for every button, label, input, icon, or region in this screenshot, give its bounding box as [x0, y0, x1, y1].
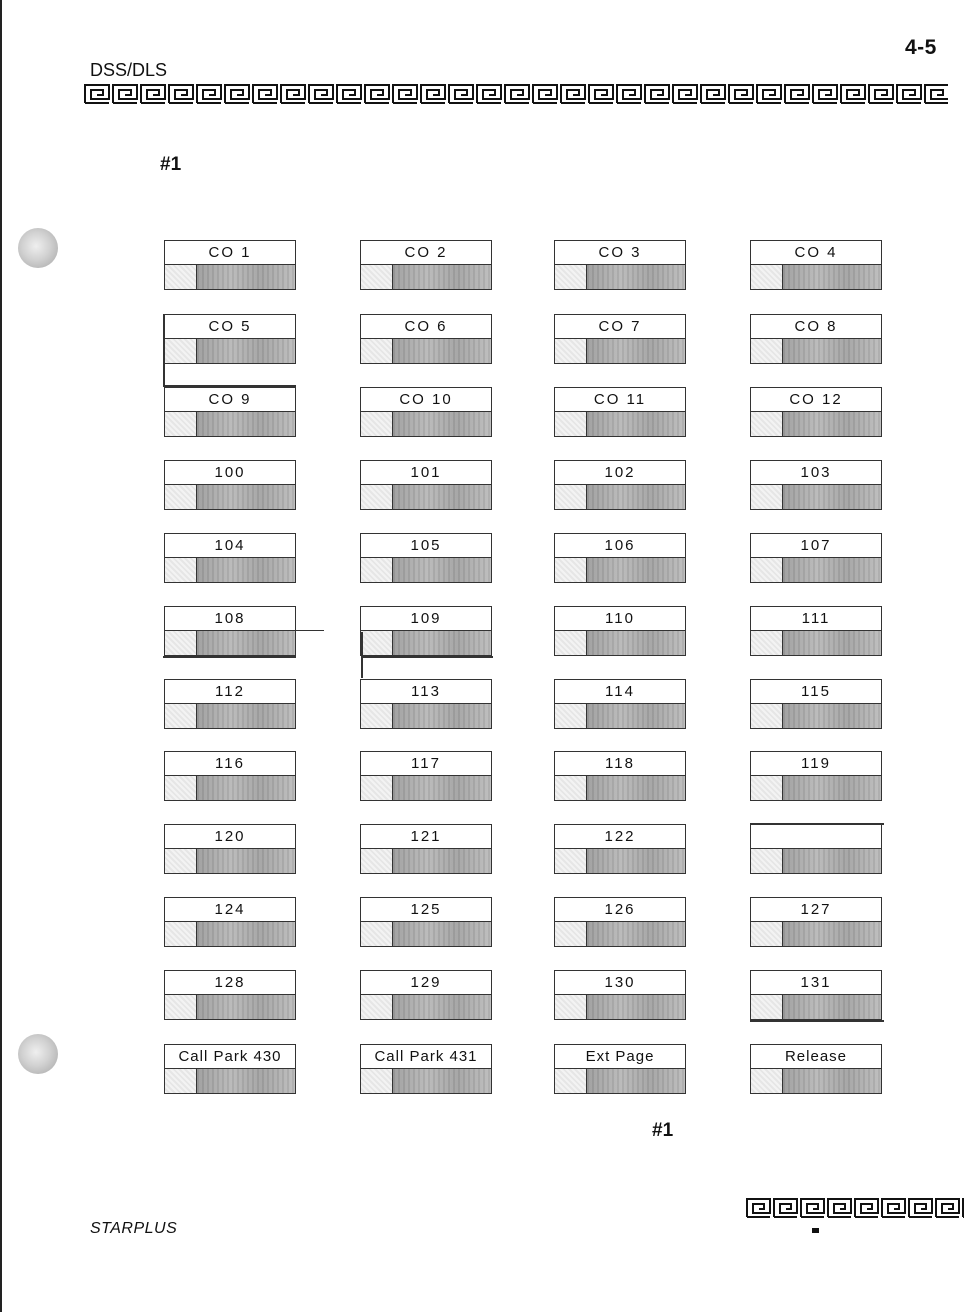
key-lamp-indicator [361, 776, 393, 800]
binder-hole-bottom [18, 1034, 58, 1074]
key-lamp-indicator [555, 995, 587, 1019]
key-press-area[interactable] [783, 995, 881, 1019]
key-lamp-indicator [751, 1069, 783, 1093]
key-lamp-indicator [165, 631, 197, 655]
dss-key[interactable] [164, 606, 296, 656]
dss-key[interactable] [554, 897, 686, 947]
key-press-area[interactable] [393, 849, 491, 873]
key-lamp-indicator [751, 485, 783, 509]
key-press-area[interactable] [393, 485, 491, 509]
key-press-area[interactable] [197, 776, 295, 800]
key-lamp-indicator [751, 776, 783, 800]
dss-key[interactable] [750, 387, 882, 437]
dss-key[interactable] [750, 897, 882, 947]
bracket-line [163, 656, 296, 658]
key-lamp-indicator [751, 558, 783, 582]
key-lamp-indicator [555, 1069, 587, 1093]
dss-key-label: 104 [165, 534, 295, 558]
key-lamp-indicator [751, 339, 783, 363]
key-lamp-indicator [165, 558, 197, 582]
key-lamp-indicator [361, 412, 393, 436]
key-press-area[interactable] [393, 265, 491, 289]
dss-key[interactable] [554, 533, 686, 583]
figure-label-top: #1 [160, 154, 182, 175]
key-press-area[interactable] [783, 558, 881, 582]
dss-key-label: 115 [751, 680, 881, 704]
dss-key-label: CO 3 [555, 241, 685, 265]
key-lamp-indicator [751, 995, 783, 1019]
dss-key-label: CO 4 [751, 241, 881, 265]
key-lamp-indicator [555, 631, 587, 655]
dss-key[interactable] [750, 679, 882, 729]
key-press-area[interactable] [783, 776, 881, 800]
dss-key-label: 106 [555, 534, 685, 558]
key-press-area[interactable] [783, 704, 881, 728]
dss-key-label: 118 [555, 752, 685, 776]
dss-key[interactable] [554, 387, 686, 437]
dss-key[interactable] [750, 970, 882, 1020]
dss-key-label: 120 [165, 825, 295, 849]
bracket-line [163, 385, 296, 387]
dss-key[interactable] [554, 970, 686, 1020]
dss-key-label: CO 7 [555, 315, 685, 339]
dss-key[interactable] [360, 533, 492, 583]
dss-key[interactable] [750, 460, 882, 510]
key-lamp-indicator [165, 849, 197, 873]
dss-key[interactable] [164, 751, 296, 801]
dss-key[interactable] [164, 314, 296, 364]
dss-key[interactable] [360, 387, 492, 437]
dss-key-label: 111 [751, 607, 881, 631]
bracket-line [361, 656, 493, 658]
dss-key-label: CO 8 [751, 315, 881, 339]
key-press-area[interactable] [783, 631, 881, 655]
key-lamp-indicator [361, 485, 393, 509]
dss-key[interactable] [360, 824, 492, 874]
key-press-area[interactable] [393, 631, 491, 655]
key-press-area[interactable] [393, 558, 491, 582]
dss-key-label: CO 5 [165, 315, 295, 339]
dss-key[interactable] [164, 387, 296, 437]
key-press-area[interactable] [783, 265, 881, 289]
dss-key-label: 119 [751, 752, 881, 776]
dss-key-label: CO 6 [361, 315, 491, 339]
key-press-area[interactable] [783, 485, 881, 509]
dss-key[interactable] [750, 751, 882, 801]
bracket-line [296, 630, 324, 631]
dss-key-label: 125 [361, 898, 491, 922]
key-lamp-indicator [555, 704, 587, 728]
dss-key-label: 114 [555, 680, 685, 704]
key-press-area[interactable] [197, 704, 295, 728]
dss-key-label: 107 [751, 534, 881, 558]
dss-key-label: 103 [751, 461, 881, 485]
key-press-area[interactable] [783, 339, 881, 363]
key-lamp-indicator [751, 849, 783, 873]
dss-key-label: 129 [361, 971, 491, 995]
dss-key-label: CO 2 [361, 241, 491, 265]
key-lamp-indicator [555, 922, 587, 946]
dss-key[interactable] [554, 824, 686, 874]
key-press-area[interactable] [587, 995, 685, 1019]
greek-key-border-footer [746, 1198, 964, 1218]
key-press-area[interactable] [197, 558, 295, 582]
dss-key-label: 109 [361, 607, 491, 631]
key-press-area[interactable] [587, 412, 685, 436]
dss-key-label: 117 [361, 752, 491, 776]
dss-key-label: 130 [555, 971, 685, 995]
key-lamp-indicator [361, 265, 393, 289]
dss-key[interactable] [750, 314, 882, 364]
key-press-area[interactable] [393, 922, 491, 946]
key-lamp-indicator [751, 412, 783, 436]
key-lamp-indicator [165, 265, 197, 289]
bracket-line [163, 314, 165, 386]
dss-key[interactable] [360, 240, 492, 290]
dss-key-label: 116 [165, 752, 295, 776]
footer-brand: STARPLUS [90, 1220, 178, 1237]
dss-key[interactable] [360, 460, 492, 510]
key-press-area[interactable] [197, 485, 295, 509]
dss-key[interactable] [360, 970, 492, 1020]
dss-key-label: 126 [555, 898, 685, 922]
dss-key[interactable] [164, 460, 296, 510]
dss-key-label: CO 11 [555, 388, 685, 412]
dss-key-label: 113 [361, 680, 491, 704]
key-lamp-indicator [165, 995, 197, 1019]
key-lamp-indicator [361, 704, 393, 728]
footer-dash [812, 1228, 819, 1233]
key-lamp-indicator [555, 849, 587, 873]
dss-key-label: 105 [361, 534, 491, 558]
key-press-area[interactable] [197, 631, 295, 655]
dss-key-label: Call Park 431 [361, 1045, 491, 1069]
key-press-area[interactable] [587, 485, 685, 509]
dss-key[interactable] [360, 897, 492, 947]
dss-key[interactable] [360, 606, 492, 656]
key-press-area[interactable] [393, 995, 491, 1019]
key-lamp-indicator [555, 412, 587, 436]
key-press-area[interactable] [393, 1069, 491, 1093]
dss-key-label: CO 10 [361, 388, 491, 412]
key-press-area[interactable] [587, 922, 685, 946]
dss-key[interactable] [164, 240, 296, 290]
key-press-area[interactable] [587, 704, 685, 728]
dss-key[interactable] [554, 751, 686, 801]
dss-key-label: 101 [361, 461, 491, 485]
key-lamp-indicator [361, 1069, 393, 1093]
key-lamp-indicator [165, 776, 197, 800]
key-lamp-indicator [751, 922, 783, 946]
dss-key-label: 124 [165, 898, 295, 922]
key-lamp-indicator [555, 339, 587, 363]
key-press-area[interactable] [393, 704, 491, 728]
dss-key[interactable] [360, 751, 492, 801]
dss-key-label: 121 [361, 825, 491, 849]
dss-key[interactable] [164, 897, 296, 947]
dss-key[interactable] [164, 533, 296, 583]
bracket-line [750, 1020, 884, 1022]
dss-key[interactable] [750, 606, 882, 656]
bracket-line [361, 632, 363, 678]
page-left-rule [0, 0, 2, 1312]
section-title: DSS/DLS [90, 60, 168, 80]
key-press-area[interactable] [587, 1069, 685, 1093]
binder-hole-top [18, 228, 58, 268]
dss-key[interactable] [554, 1044, 686, 1094]
dss-key-label: 128 [165, 971, 295, 995]
key-press-area[interactable] [587, 558, 685, 582]
key-press-area[interactable] [587, 776, 685, 800]
key-lamp-indicator [361, 558, 393, 582]
key-lamp-indicator [555, 265, 587, 289]
dss-key[interactable] [554, 314, 686, 364]
dss-key[interactable] [554, 606, 686, 656]
key-lamp-indicator [751, 631, 783, 655]
key-press-area[interactable] [393, 776, 491, 800]
key-lamp-indicator [361, 922, 393, 946]
key-lamp-indicator [751, 265, 783, 289]
key-lamp-indicator [165, 339, 197, 363]
key-press-area[interactable] [393, 339, 491, 363]
dss-key[interactable] [554, 679, 686, 729]
key-lamp-indicator [165, 704, 197, 728]
dss-key[interactable] [164, 1044, 296, 1094]
key-lamp-indicator [555, 558, 587, 582]
dss-key[interactable] [750, 240, 882, 290]
dss-key-label [751, 825, 881, 849]
dss-key[interactable] [164, 824, 296, 874]
key-lamp-indicator [165, 1069, 197, 1093]
dss-key-label: Ext Page [555, 1045, 685, 1069]
key-lamp-indicator [361, 631, 393, 655]
dss-key[interactable] [750, 824, 882, 874]
key-press-area[interactable] [587, 265, 685, 289]
key-lamp-indicator [555, 485, 587, 509]
dss-key-label: 112 [165, 680, 295, 704]
dss-key-label: Release [751, 1045, 881, 1069]
key-lamp-indicator [555, 776, 587, 800]
key-lamp-indicator [751, 704, 783, 728]
dss-key[interactable] [360, 314, 492, 364]
dss-key-label: CO 1 [165, 241, 295, 265]
key-press-area[interactable] [587, 631, 685, 655]
dss-key-label: 122 [555, 825, 685, 849]
key-press-area[interactable] [197, 922, 295, 946]
key-press-area[interactable] [197, 995, 295, 1019]
key-press-area[interactable] [783, 922, 881, 946]
key-press-area[interactable] [197, 849, 295, 873]
key-press-area[interactable] [197, 1069, 295, 1093]
key-lamp-indicator [165, 485, 197, 509]
key-press-area[interactable] [783, 1069, 881, 1093]
key-press-area[interactable] [783, 849, 881, 873]
page-number: 4-5 [905, 36, 937, 59]
key-lamp-indicator [361, 995, 393, 1019]
dss-key-label: 131 [751, 971, 881, 995]
key-lamp-indicator [165, 922, 197, 946]
dss-key-label: 102 [555, 461, 685, 485]
key-lamp-indicator [361, 339, 393, 363]
dss-key[interactable] [164, 679, 296, 729]
dss-key-label: CO 12 [751, 388, 881, 412]
key-lamp-indicator [361, 849, 393, 873]
dss-key-label: 100 [165, 461, 295, 485]
key-press-area[interactable] [587, 339, 685, 363]
dss-key-label: 110 [555, 607, 685, 631]
dss-key[interactable] [750, 533, 882, 583]
dss-key[interactable] [750, 1044, 882, 1094]
key-press-area[interactable] [587, 849, 685, 873]
dss-key[interactable] [554, 240, 686, 290]
dss-key[interactable] [554, 460, 686, 510]
greek-key-border [84, 84, 948, 104]
dss-key-label: 108 [165, 607, 295, 631]
dss-key-label: 127 [751, 898, 881, 922]
key-press-area[interactable] [197, 339, 295, 363]
dss-key[interactable] [360, 1044, 492, 1094]
dss-key[interactable] [360, 679, 492, 729]
dss-key[interactable] [164, 970, 296, 1020]
figure-label-bottom: #1 [652, 1120, 674, 1141]
key-press-area[interactable] [197, 412, 295, 436]
dss-key-label: CO 9 [165, 388, 295, 412]
key-press-area[interactable] [783, 412, 881, 436]
key-lamp-indicator [165, 412, 197, 436]
bracket-line [750, 823, 884, 825]
key-press-area[interactable] [393, 412, 491, 436]
dss-key-label: Call Park 430 [165, 1045, 295, 1069]
key-press-area[interactable] [197, 265, 295, 289]
